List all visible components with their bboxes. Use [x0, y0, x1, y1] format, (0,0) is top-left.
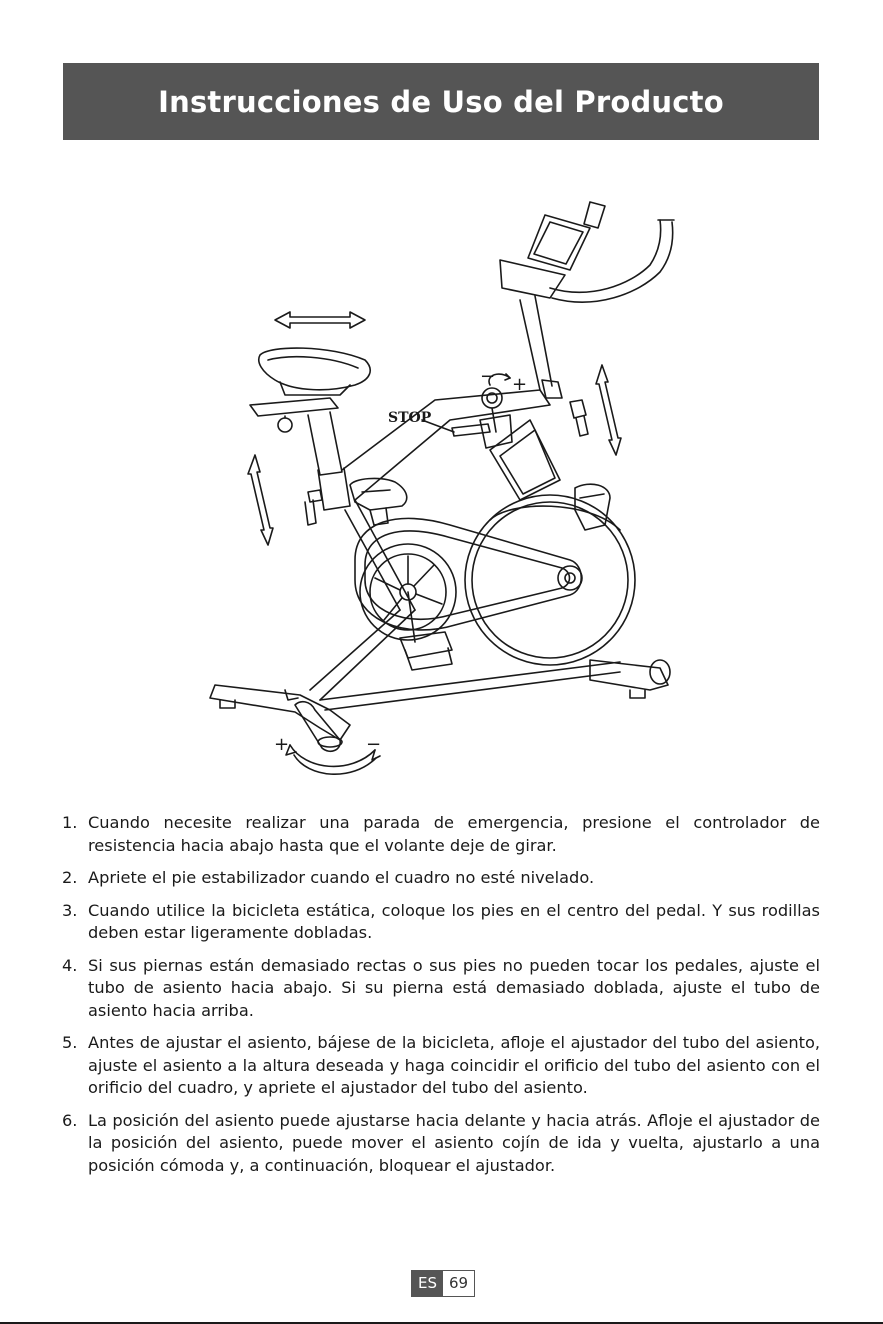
instruction-list [62, 812, 820, 1187]
resistance-minus-sign: − [480, 366, 496, 387]
seat-adjuster-knob [305, 490, 322, 525]
stabilizer-minus-sign: − [366, 734, 382, 755]
seat-height-arrow [248, 455, 273, 545]
instruction-item [62, 955, 820, 1023]
instruction-item [62, 812, 820, 857]
rear-stabilizer [210, 685, 350, 740]
instruction-number: 6. [62, 1110, 78, 1130]
page-number-box [411, 1270, 475, 1297]
language-code: ES [412, 1271, 443, 1296]
page-header [63, 63, 819, 140]
seat-fore-aft-arrow [275, 312, 365, 328]
instruction-number: 1. [62, 813, 78, 832]
instruction-text: Si sus piernas están demasiado rectas o sus pies no pueden tocar los pedales, ajuste el tubo de asiento hacia abajo. Si su pierna está demasiado doblada, ajuste el tubo de asiento hacia arriba. [88, 955, 820, 1020]
console [500, 202, 605, 298]
instruction-item [62, 1110, 820, 1178]
stop-label: STOP [388, 410, 432, 426]
instruction-item [62, 867, 820, 890]
stabilizer-plus-sign: + [274, 734, 290, 755]
front-stabilizer [320, 660, 670, 710]
page-number: 69 [443, 1271, 474, 1296]
handlebar [550, 220, 674, 302]
instruction-number: 5. [62, 1033, 78, 1052]
instruction-text: Cuando necesite realizar una parada de emergencia, presione el controlador de resistencia hacia abajo hasta que el volante deje de girar. [88, 813, 820, 855]
instruction-number: 2. [62, 868, 78, 887]
instruction-number: 3. [62, 900, 78, 920]
instruction-item [62, 900, 820, 945]
handlebar-height-arrow [596, 365, 621, 455]
instruction-text: La posición del asiento puede ajustarse hacia delante y hacia atrás. Afloje el ajustador de la posición del asiento, puede mover el asiento cojín de ida y vuelta, ajustarlo a una posición cómoda y, a continuación, bloquear el ajustador. [88, 1110, 820, 1175]
resistance-plus-sign: + [512, 374, 528, 395]
exercise-bike-illustration [190, 180, 690, 780]
instruction-number: 4. [62, 955, 78, 975]
page-title: Instrucciones de Uso del Producto [158, 84, 724, 119]
seat-slider [250, 398, 338, 432]
instruction-item [62, 1032, 820, 1100]
instruction-text: Cuando utilice la bicicleta estática, coloque los pies en el centro del pedal. Y sus rodillas deben estar ligeramente dobladas. [88, 900, 820, 942]
instruction-text: Antes de ajustar el asiento, bájese de la bicicleta, afloje el ajustador del tubo del asiento, ajuste el asiento a la altura deseada y haga coincidir el orificio del tubo del asiento con el orificio del cuadro, y apriete el ajustador del tubo del asiento. [88, 1033, 820, 1097]
instruction-text: Apriete el pie estabilizador cuando el cuadro no esté nivelado. [88, 868, 595, 887]
seat-post [308, 412, 350, 510]
flywheel [465, 495, 635, 665]
handlebar-adjuster-knob [570, 400, 588, 436]
saddle [259, 348, 370, 395]
